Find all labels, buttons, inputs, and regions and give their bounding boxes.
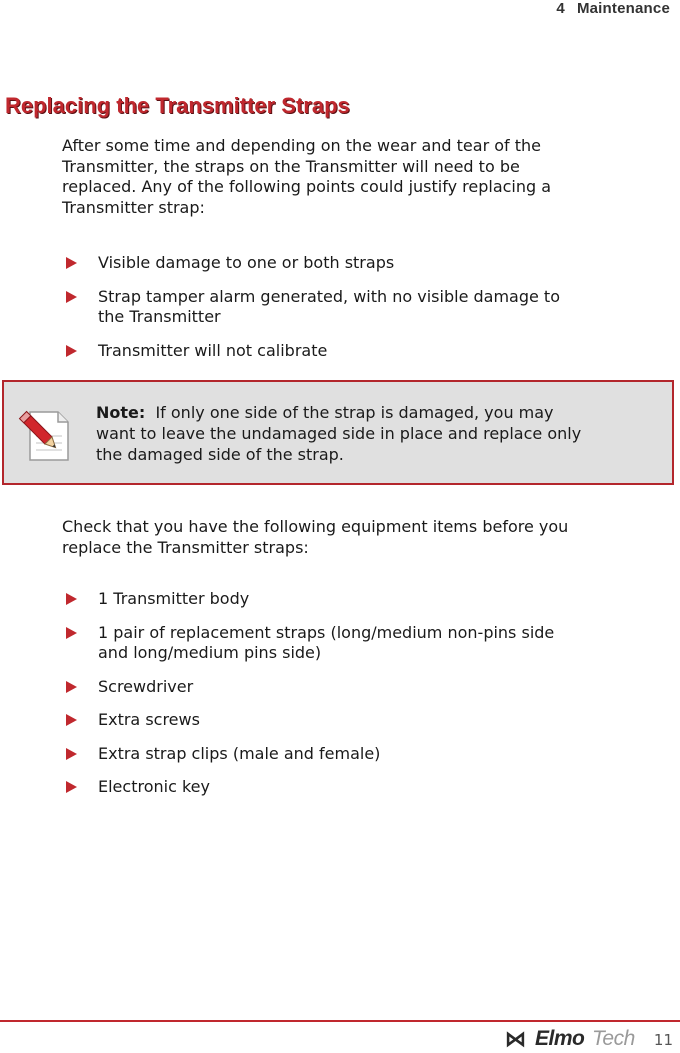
intro-line: Transmitter strap: xyxy=(62,197,205,217)
footer-divider xyxy=(0,1020,680,1022)
note-box xyxy=(2,380,674,485)
list-item: 1 Transmitter body xyxy=(62,589,662,610)
equipment-list xyxy=(62,589,662,811)
list-item: Electronic key xyxy=(62,777,662,798)
bullet-arrow-icon xyxy=(66,257,77,269)
intro-line: After some time and depending on the wear and tear of the xyxy=(62,136,541,155)
bullet-arrow-icon xyxy=(66,714,77,726)
bullet-arrow-icon xyxy=(66,781,77,793)
list-item: Transmitter will not calibrate xyxy=(62,341,662,362)
bullet-arrow-icon xyxy=(66,593,77,605)
bullet-arrow-icon xyxy=(66,748,77,760)
pencil-note-icon xyxy=(16,406,74,464)
elmotech-logo xyxy=(505,1027,645,1049)
intro-paragraph xyxy=(62,136,662,218)
list-item: Strap tamper alarm generated, with no visible damage to the Transmitter xyxy=(62,287,662,328)
intro-line: Transmitter, the straps on the Transmitter will need to be xyxy=(62,156,520,176)
chapter-title: Maintenance xyxy=(576,0,670,17)
list-item: Screwdriver xyxy=(62,677,662,698)
page-number: 11 xyxy=(653,1031,673,1049)
list-item: Visible damage to one or both straps xyxy=(62,253,662,274)
bullet-arrow-icon xyxy=(66,627,77,639)
bullet-arrow-icon xyxy=(66,291,77,303)
intro-line: replaced. Any of the following points could justify replacing a xyxy=(62,177,552,196)
chapter-number: 4 xyxy=(556,0,565,17)
running-header xyxy=(556,0,670,17)
check-line: Check that you have the following equipment items before you xyxy=(62,517,569,536)
list-item: Extra strap clips (male and female) xyxy=(62,744,662,765)
reasons-list xyxy=(62,253,662,374)
note-label: Note: xyxy=(96,403,146,422)
logo-text-tech: Tech xyxy=(592,1027,635,1050)
section-title: Replacing the Transmitter Straps xyxy=(5,93,350,118)
note-text: Note: If only one side of the strap is damaged, you may want to leave the undamaged side in place and replace only the damaged side of the strap. xyxy=(96,403,582,464)
bullet-arrow-icon xyxy=(66,681,77,693)
logo-mark-icon: ⋈ xyxy=(505,1028,525,1051)
check-paragraph xyxy=(62,517,662,558)
list-item: Extra screws xyxy=(62,710,662,731)
check-line: replace the Transmitter straps: xyxy=(62,537,309,557)
list-item: 1 pair of replacement straps (long/medium non-pins side and long/medium pins side) xyxy=(62,623,662,664)
logo-text-elmo: Elmo xyxy=(535,1027,585,1050)
bullet-arrow-icon xyxy=(66,345,77,357)
